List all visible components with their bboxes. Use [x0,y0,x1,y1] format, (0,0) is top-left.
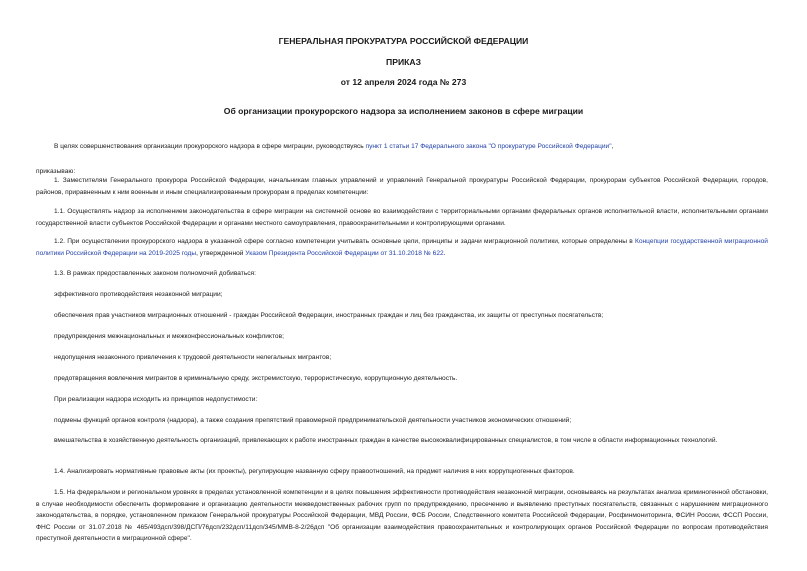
prohibition-item: подмены функций органов контроля (надзора), а также создания препятствий правомерной предпринимательской деятельности участников экономических отношений; [54,417,572,424]
paragraph-1: 1. Заместителям Генерального прокурора Российской Федерации, начальникам главных управлений и управлений Генеральной прокуратуры Российской Федерации, прокурорам субъектов Российской Федерации, городов, районов, приравненным к ним военным и иным специализированным прокурорам в пределах компетенции: [36,177,768,196]
prohibition-item: вмешательства в хозяйственную деятельность организаций, привлекающих к работе иностранных граждан в качестве высококвалифицированных специалистов, в том числе в области информационных технологий. [54,437,718,444]
intro-text: В целях совершенствования организации прокурорского надзора в сфере миграции, руководствуясь [54,143,364,150]
p1-2-end: . [443,249,446,257]
principle-line: При реализации надзора исходить из принципов недопустимости: [54,396,258,403]
paragraph-1-2 [36,236,768,259]
organization-title: ГЕНЕРАЛЬНАЯ ПРОКУРАТУРА РОССИЙСКОЙ ФЕДЕРАЦИИ [278,36,529,46]
goal-item: обеспечения прав участников миграционных отношений - граждан Российской Федерации, иностранных граждан и лиц без гражданства, их защиты от преступных посягательств; [54,312,604,319]
paragraph-1-5: 1.5. На федеральном и региональном уровнях в пределах установленной компетенции и в целях повышения эффективности противодействия незаконной миграции, основываясь на результатах анализа криминогенной обстановки, в случае необходимости обеспечить формирование и организацию деятельности межведомственных рабочих групп по предупреждению, пресечению и выявлению преступных посягательств, связанных с нарушением миграционного законодательства, в порядке, установленном приказом Генеральной прокуратуры Российской Федерации, МВД России, ФСБ России, Следственного комитета Российской Федерации, Росфинмониторинга, ФСИН России, ФССП России, ФНС России от 31.07.2018 № 465/493дсп/398/ДСП/76дсп/232дсп/11дсп/345/ММВ-8-2/26дсп "Об организации взаимодействия правоохранительных и контролирующих органов Российской Федерации по вопросам противодействия преступной деятельности в миграционной сфере". [36,489,768,542]
command-word: приказываю: [36,168,76,175]
document-type: ПРИКАЗ [386,57,421,67]
paragraph-1-4: 1.4. Анализировать нормативные правовые акты (их проекты), регулирующие названную сферу правоотношений, на предмет наличия в них коррупциогенных факторов. [54,468,575,475]
goal-item: предотвращения вовлечения мигрантов в криминальную среду, экстремистскую, террористическую, коррупционную деятельность. [54,375,458,382]
law-link[interactable]: пункт 1 статьи 17 Федерального закона "О прокуратуре Российской Федерации" [365,143,612,150]
p1-2-mid: , утвержденной [196,249,244,257]
concept-link[interactable]: Концепции государственной миграционной политики Российской Федерации на 2019-2025 годы [36,238,768,257]
intro-text-end: , [611,143,614,150]
goal-item: предупреждения межнациональных и межконфессиональных конфликтов; [54,333,284,340]
paragraph-1-1: 1.1. Осуществлять надзор за исполнением законодательства в сфере миграции на системной основе во взаимодействии с территориальными органами федеральных органов исполнительной власти, исполнительными органами государственной власти субъектов Российской Федерации и органами местного самоуправления, правоохранительными и контролирующими органами. [36,208,768,227]
document-title: Об организации прокурорского надзора за исполнением законов в сфере миграции [223,106,584,116]
document-date-number: от 12 апреля 2024 года № 273 [340,77,467,87]
goal-item: недопущения незаконного привлечения к трудовой деятельности нелегальных мигрантов; [54,354,332,361]
intro-paragraph [36,141,768,153]
paragraph-1-3: 1.3. В рамках предоставленных законом полномочий добиваться: [54,270,256,277]
decree-link[interactable]: Указом Президента Российской Федерации от 31.10.2018 № 622 [245,249,444,257]
p1-2-text: 1.2. При осуществлении прокурорского надзора в указанной сфере согласно компетенции учитывать основные цели, принципы и задачи миграционной политики, которые определены в [54,238,633,245]
goal-item: эффективного противодействия незаконной миграции; [54,291,223,298]
